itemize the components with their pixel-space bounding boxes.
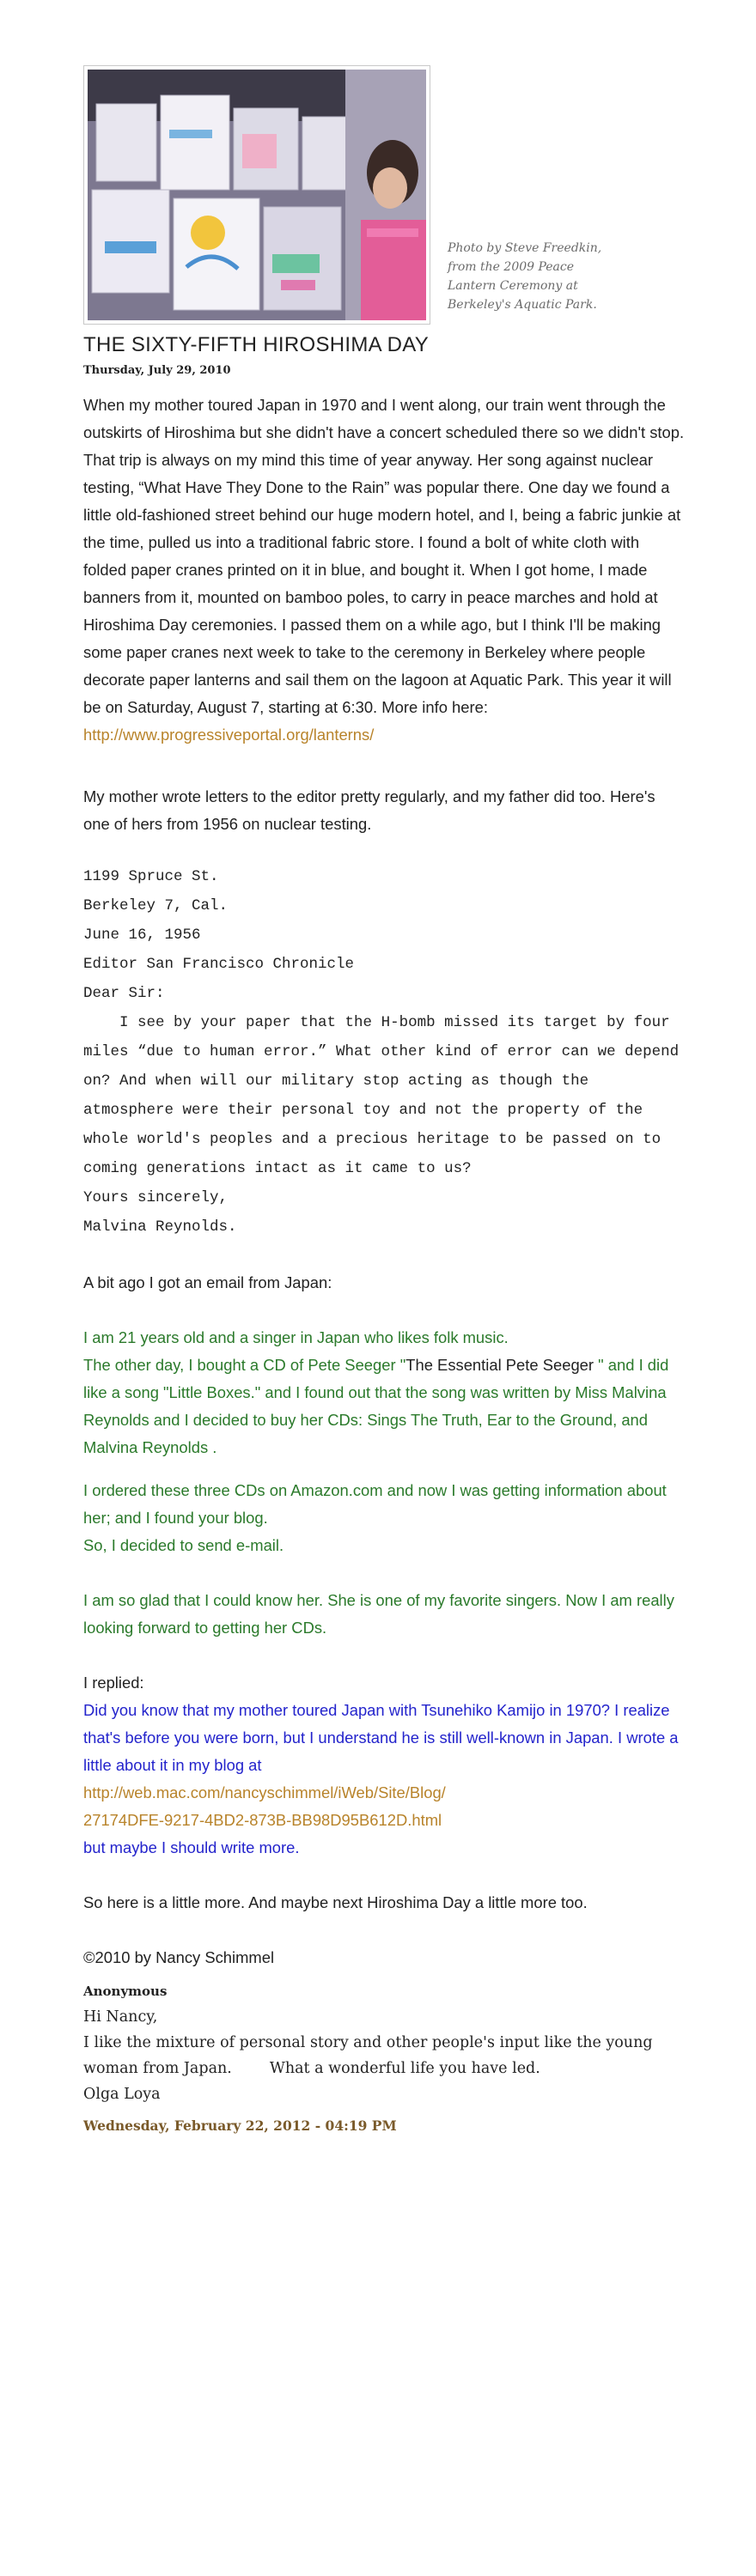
email-quote-2 — [83, 1477, 685, 1559]
comment-greeting: Hi Nancy, — [83, 2008, 158, 2026]
photo-caption: Photo by Steve Freedkin, from the 2009 Peace Lantern Ceremony at Berkeley's Aquatic Park. — [448, 241, 602, 312]
reply-block — [83, 1669, 685, 1862]
letter-to-editor: 1199 Spruce St. Berkeley 7, Cal. June 16, 1956 Editor San Francisco Chronicle Dear Sir: I see by your paper that the H-bomb missed its target by four miles “due to human error.” What other kind of error can we depend on? And when will our military stop acting as though the atmosphere were their personal toy and not the property of the whole world's peoples and a precious heritage to be passed on to coming generations intact as it came to us? Yours sincerely, Malvina Reynolds. — [83, 868, 680, 1236]
email-intro: A bit ago I got an email from Japan: — [83, 1273, 332, 1291]
photo-row — [83, 65, 685, 326]
reply-text-end: but maybe I should write more. — [83, 1838, 300, 1856]
email-line-2 — [83, 1352, 685, 1461]
email-line-1: I am 21 years old and a singer in Japan who likes folk music. — [83, 1328, 509, 1346]
closing-paragraph: So here is a little more. And maybe next Hiroshima Day a little more too. — [83, 1893, 588, 1911]
comment-text-a: I like the mixture of personal story and other people's input like the young woman from Japan. — [83, 2034, 653, 2077]
lanterns-link[interactable]: http://www.progressiveportal.org/lanterns/ — [83, 726, 375, 744]
email-line-2-a: The other day, I bought a CD of Pete Seeger " — [83, 1356, 406, 1374]
comment-body — [83, 2004, 685, 2107]
copyright: ©2010 by Nancy Schimmel — [83, 1948, 275, 1966]
email-quote — [83, 1324, 685, 1461]
paragraph-intro — [83, 392, 685, 749]
paragraph-intro-text: When my mother toured Japan in 1970 and I went along, our train went through the outskirts of Hiroshima but she didn't have a concert scheduled there so we didn't stop. That trip is always on my mind this time of year anyway. Her song against nuclear testing, “What Have They Done to the Rain” was popular there. One day we found a little old-fashioned street behind our huge modern hotel, and I, being a fabric junkie at the time, pulled us into a traditional fabric store. I found a bolt of white cloth with folded paper cranes printed on it in blue, and bought it. When I got home, I made banners from it, mounted on bamboo poles, to carry in peace marches and hold at Hiroshima Day ceremonies. I passed them on a while ago, but I think I'll be making some paper cranes next week to take to the ceremony in Berkeley where people decorate paper lanterns and sail them on the lagoon at Aquatic Park. This year it will be on Saturday, August 7, starting at 6:30. More info here: — [83, 396, 685, 716]
email-line-2-c: " and I did like a song "Little Boxes." and I found out that the song was written by Miss Malvina Reynolds and I decided to buy her CDs: Sings The Truth, Ear to the Ground, and Malvina Reynolds . — [83, 1356, 669, 1456]
lantern-photo-illustration — [88, 70, 426, 320]
email-line-4: So, I decided to send e-mail. — [83, 1536, 284, 1554]
comment-author: Anonymous — [83, 1984, 168, 1999]
comment-text — [83, 2030, 685, 2081]
reply-link-line-1 — [83, 1779, 685, 1807]
email-line-5: I am so glad that I could know her. She is one of my favorite singers. Now I am really looking forward to getting her CDs. — [83, 1591, 674, 1637]
post-date: Thursday, July 29, 2010 — [83, 364, 231, 377]
reply-link-line-2 — [83, 1807, 685, 1834]
cd-title: The Essential Pete Seeger — [405, 1356, 594, 1374]
blog-post — [83, 65, 685, 2134]
blog-link-part-2[interactable]: 27174DFE-9217-4BD2-873B-BB98D95B612D.html — [83, 1811, 442, 1829]
post-title: THE SIXTY-FIFTH HIROSHIMA DAY — [83, 333, 430, 356]
email-line-3: I ordered these three CDs on Amazon.com and now I was getting information about her; and I found your blog. — [83, 1481, 667, 1527]
comment-text-b: What a wonderful life you have led. — [269, 2060, 540, 2077]
lantern-photo — [88, 70, 426, 320]
blog-link-part-1[interactable]: http://web.mac.com/nancyschimmel/iWeb/Site/Blog/ — [83, 1783, 446, 1801]
post-photo — [83, 65, 430, 325]
comment-date: Wednesday, February 22, 2012 - 04:19 PM — [83, 2117, 397, 2134]
reply-text: Did you know that my mother toured Japan with Tsunehiko Kamijo in 1970? I realize that's before you were born, but I understand he is still well-known in Japan. I wrote a little about it in my blog at — [83, 1701, 679, 1774]
paragraph-letters: My mother wrote letters to the editor pretty regularly, and my father did too. Here's one of hers from 1956 on nuclear testing. — [83, 787, 655, 833]
replied-label: I replied: — [83, 1674, 144, 1692]
comment-signature: Olga Loya — [83, 2086, 161, 2103]
